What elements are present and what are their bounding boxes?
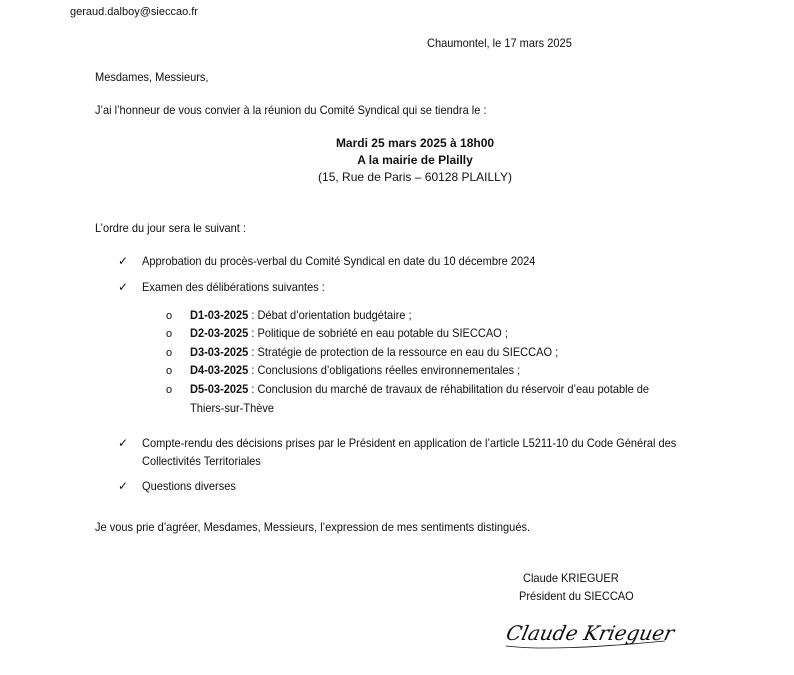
circle-bullet-icon: o: [166, 328, 173, 340]
deliberation-text: : Conclusions d’obligations réelles environnementales ;: [248, 363, 521, 377]
circle-bullet-icon: o: [166, 365, 173, 377]
list-item: [118, 254, 570, 268]
agenda-item-text: Examen des délibérations suivantes :: [142, 280, 325, 294]
list-item: [118, 280, 341, 294]
salutation: Mesdames, Messieurs,: [95, 70, 209, 84]
deliberation-code: D1-03-2025: [190, 308, 249, 322]
agenda-intro: L’ordre du jour sera le suivant :: [95, 221, 246, 235]
checkmark-icon: ✓: [118, 280, 129, 294]
intro-paragraph: J’ai l’honneur de vous convier à la réunion du Comité Syndical qui se tiendra le :: [95, 103, 487, 117]
agenda-item-text: Questions diverses: [142, 479, 236, 493]
deliberation-text: : Débat d’orientation budgétaire ;: [248, 308, 412, 322]
deliberation-item: [166, 382, 689, 396]
handwritten-signature: [500, 608, 680, 658]
checkmark-icon: ✓: [118, 254, 129, 268]
agenda-item-text-continued: Collectivités Territoriales: [142, 454, 261, 468]
meeting-place: A la mairie de Plailly: [357, 153, 473, 167]
deliberation-text: : Stratégie de protection de la ressource en eau du SIECCAO ;: [248, 345, 559, 359]
deliberation-code: D3-03-2025: [190, 345, 249, 359]
agenda-item-text: Approbation du procès-verbal du Comité Syndical en date du 10 décembre 2024: [142, 254, 536, 268]
list-item: [118, 479, 244, 493]
deliberation-code: D5-03-2025: [190, 382, 249, 396]
agenda-item-text: Compte-rendu des décisions prises par le Président en application de l’article L5211-10 du Code Général des: [142, 436, 677, 450]
signature-text: Claude Krieguer: [504, 621, 677, 645]
deliberation-code: D4-03-2025: [190, 363, 249, 377]
list-item: [118, 436, 723, 450]
checkmark-icon: ✓: [118, 436, 129, 450]
circle-bullet-icon: o: [166, 310, 173, 322]
deliberation-code: D2-03-2025: [190, 326, 249, 340]
circle-bullet-icon: o: [166, 347, 173, 359]
date-line: Chaumontel, le 17 mars 2025: [427, 36, 572, 50]
deliberation-text-continued: Thiers-sur-Thève: [190, 401, 275, 415]
deliberation-text: : Conclusion du marché de travaux de réhabilitation du réservoir d’eau potable de: [248, 382, 650, 396]
signatory-name: Claude KRIEGUER: [523, 571, 619, 585]
deliberation-item: [166, 308, 431, 322]
sender-email: geraud.dalboy@sieccao.fr: [70, 6, 198, 18]
checkmark-icon: ✓: [118, 479, 129, 493]
deliberation-item: [166, 326, 536, 340]
closing-paragraph: Je vous prie d’agréer, Mesdames, Messieurs, l’expression de mes sentiments distingués.: [95, 520, 531, 534]
meeting-date: Mardi 25 mars 2025 à 18h00: [335, 136, 495, 150]
header-rule-fragment: [70, 0, 168, 2]
circle-bullet-icon: o: [166, 384, 173, 396]
deliberation-text: : Politique de sobriété en eau potable du SIECCAO ;: [248, 326, 508, 340]
meeting-address: (15, Rue de Paris – 60128 PLAILLY): [318, 170, 512, 184]
deliberation-item: [166, 345, 590, 359]
deliberation-item: [166, 363, 549, 377]
signatory-title: Président du SIECCAO: [519, 589, 634, 603]
